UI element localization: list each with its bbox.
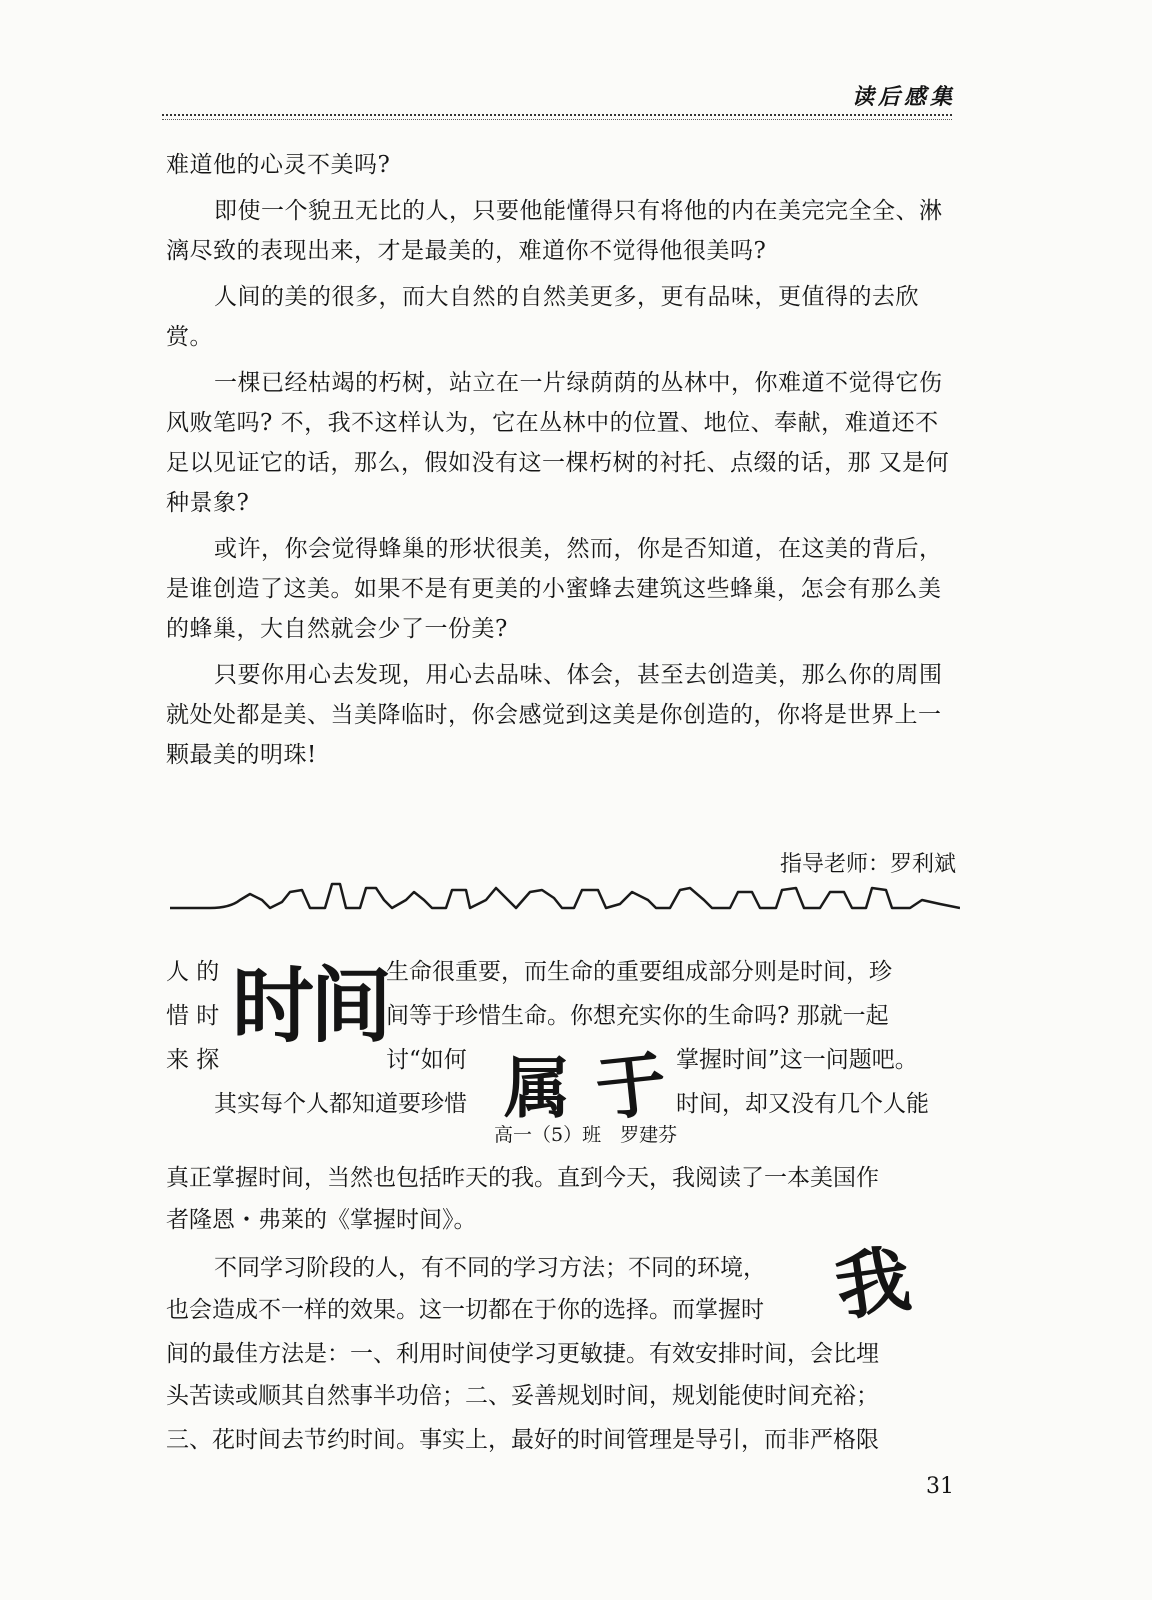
running-header-title: 读后感集 <box>851 84 956 110</box>
essay2-title-part2: 属 <box>504 1050 570 1127</box>
essay2-line <box>676 1040 918 1080</box>
essay2-line-start: 其实每个人都知道要珍惜 <box>214 1091 467 1117</box>
essay2-line-end: 生命很重要，而生命的重要组成部分则是时间，珍 <box>386 959 892 985</box>
essay2-line: 头苦读或顺其自然事半功倍；二、妥善规划时间，规划能使时间充裕； <box>166 1383 879 1409</box>
essay2-line <box>386 1040 467 1080</box>
essay1-paragraph: 一棵已经枯竭的朽树，站立在一片绿荫荫的丛林中，你难道不觉得它伤风败笔吗? 不，我不这样认为，它在丛林中的位置、地位、奉献，难道还不足以见证它的话，那么，假如没有这一棵朽树的衬托、点缀的话，那 又是何种景象? <box>166 370 950 516</box>
teacher-credit: 指导老师：罗利斌 <box>779 852 956 877</box>
essay2-byline: 高一（5）班 罗建芬 <box>494 1124 678 1146</box>
essay2-line <box>214 1084 467 1124</box>
header-rule <box>162 114 952 120</box>
essay1-paragraph: 难道他的心灵不美吗? <box>166 152 391 178</box>
essay2-line-start: 人 的 <box>166 959 220 985</box>
essay2-line-start: 来 探 <box>166 1047 220 1073</box>
decorative-skyline-divider <box>170 878 960 918</box>
essay1-paragraph: 人间的美的很多，而大自然的自然美更多，更有品味，更值得的去欣赏。 <box>166 284 919 350</box>
essay2-line-end: 间等于珍惜生命。你想充实你的生命吗? 那就一起 <box>386 1003 889 1029</box>
essay2-line <box>676 1084 929 1124</box>
essay2-line <box>386 996 889 1036</box>
essay2-line <box>166 952 219 992</box>
page-number: 31 <box>926 1474 954 1499</box>
essay2-title-part3: 于 <box>591 1042 671 1132</box>
essay2-line: 真正掌握时间，当然也包括昨天的我。直到今天，我阅读了一本美国作 <box>166 1165 879 1191</box>
essay2-line: 者隆恩・弗莱的《掌握时间》。 <box>166 1207 477 1233</box>
essay2-line: 三、花时间去节约时间。事实上，最好的时间管理是导引，而非严格限 <box>166 1427 879 1453</box>
essay2-line <box>166 1040 219 1080</box>
essay2-line-mid: 讨“如何 <box>386 1047 467 1073</box>
essay2-line <box>166 996 219 1036</box>
essay1-paragraph: 即使一个貌丑无比的人，只要他能懂得只有将他的内在美完完全全、淋漓尽致的表现出来，才是最美的，难道你不觉得他很美吗? <box>166 198 943 264</box>
essay2-title-part4: 我 <box>830 1236 916 1332</box>
essay2-line <box>386 952 892 992</box>
essay1-body <box>166 145 956 775</box>
essay2-line-start: 惜 时 <box>166 1003 220 1029</box>
essay2-line: 也会造成不一样的效果。这一切都在于你的选择。而掌握时 <box>166 1297 764 1323</box>
essay2-line: 不同学习阶段的人，有不同的学习方法；不同的环境， <box>214 1255 766 1281</box>
essay2-line-end: 掌握时间”这一问题吧。 <box>676 1047 918 1073</box>
essay2-title-part1: 时间 <box>232 959 389 1054</box>
essay1-paragraph: 或许，你会觉得蜂巢的形状很美，然而，你是否知道，在这美的背后，是谁创造了这美。如果不是有更美的小蜜蜂去建筑这些蜂巢，怎会有那么美的蜂巢，大自然就会少了一份美? <box>166 536 943 642</box>
essay1-paragraph: 只要你用心去发现，用心去品味、体会，甚至去创造美，那么你的周围就处处都是美、当美降临时，你会感觉到这美是你创造的，你将是世界上一颗最美的明珠! <box>166 662 943 768</box>
essay2-line-end: 时间，却又没有几个人能 <box>676 1091 929 1117</box>
essay2-line: 间的最佳方法是：一、利用时间使学习更敏捷。有效安排时间，会比埋 <box>166 1341 879 1367</box>
